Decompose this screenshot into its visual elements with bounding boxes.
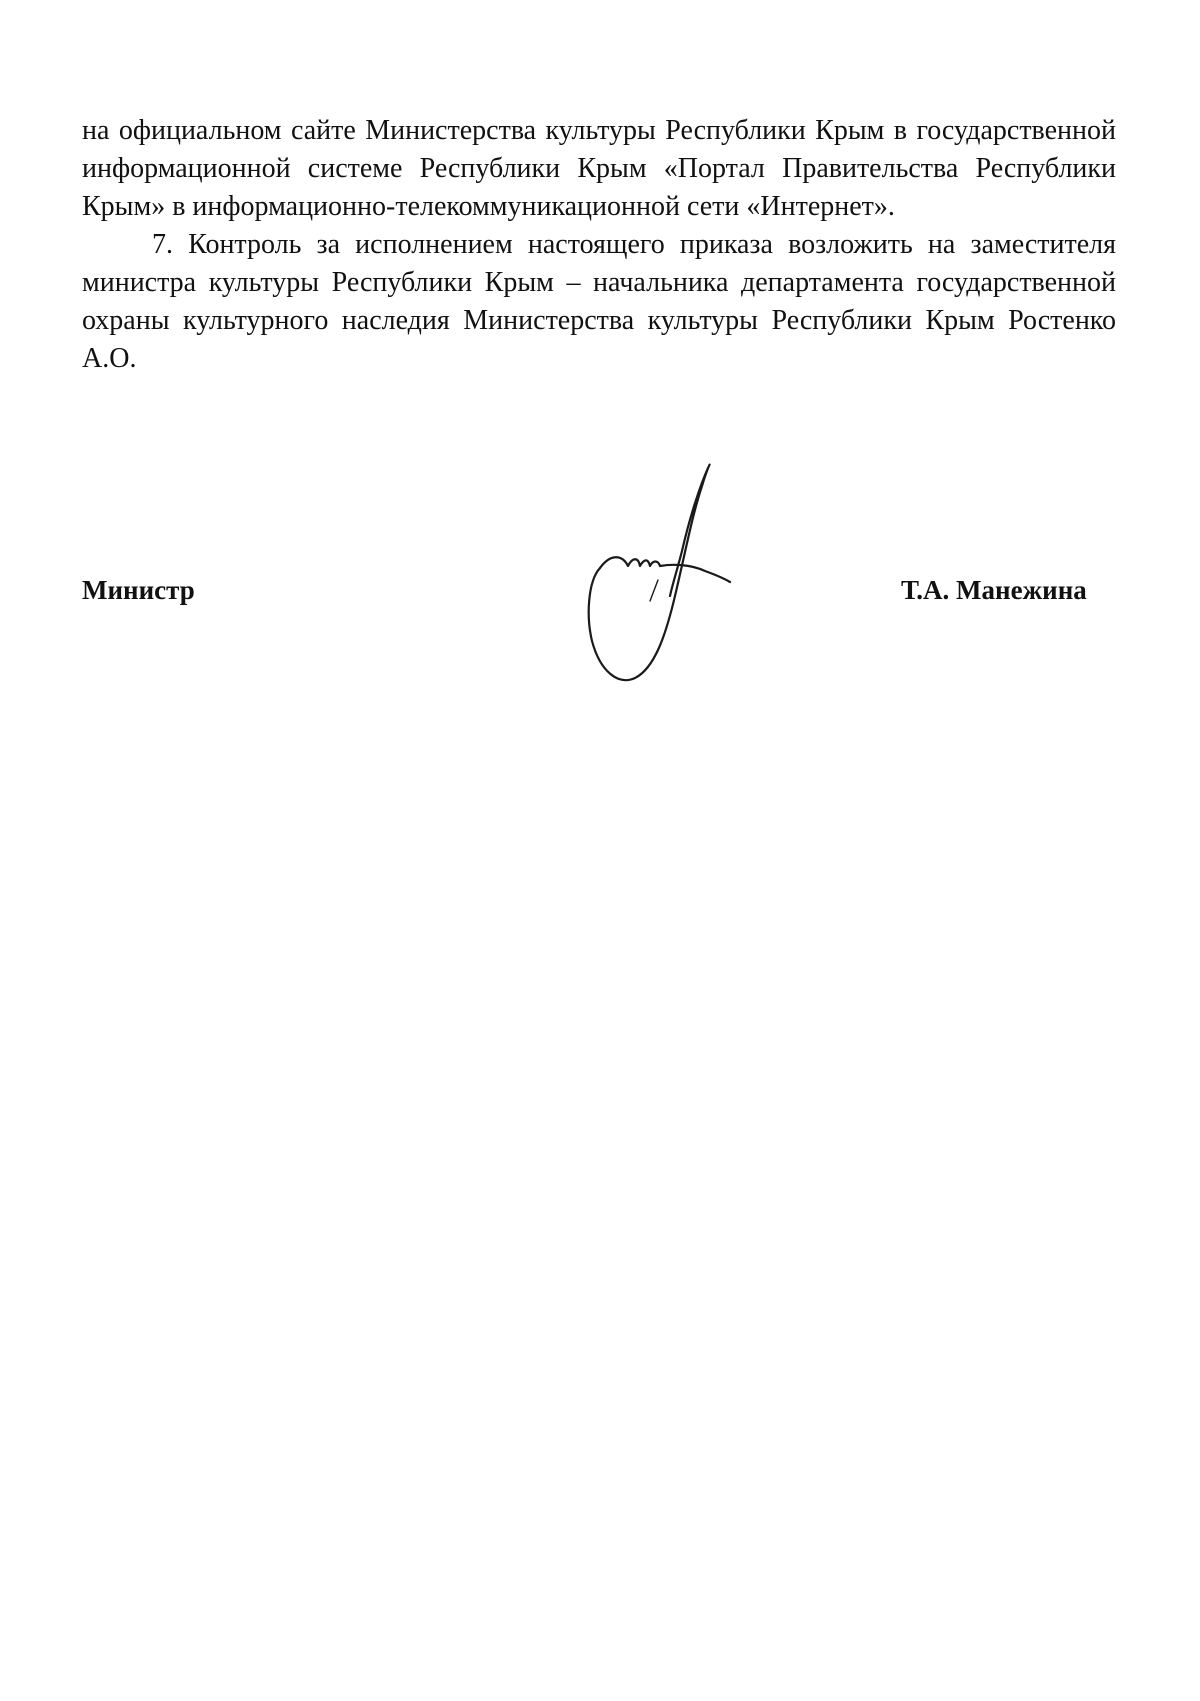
paragraph-continuation: на официальном сайте Министерства культуры Республики Крым в государственной информационной системе Республики Крым «Портал Правительства Республики Крым» в информационно-телекоммуникационной сети «Интернет». <box>82 115 1116 222</box>
signatory-name: Т.А. Манежина <box>901 575 1087 605</box>
handwritten-signature <box>580 456 780 686</box>
paragraph-item-7: 7. Контроль за исполнением настоящего приказа возложить на заместителя министра культуры Республики Крым – начальника департамента государственной охраны культурного наследия Министерства культуры Республики Крым Ростенко А.О. <box>82 229 1116 374</box>
signature-block <box>0 0 1200 700</box>
signatory-position: Министр <box>82 575 195 605</box>
